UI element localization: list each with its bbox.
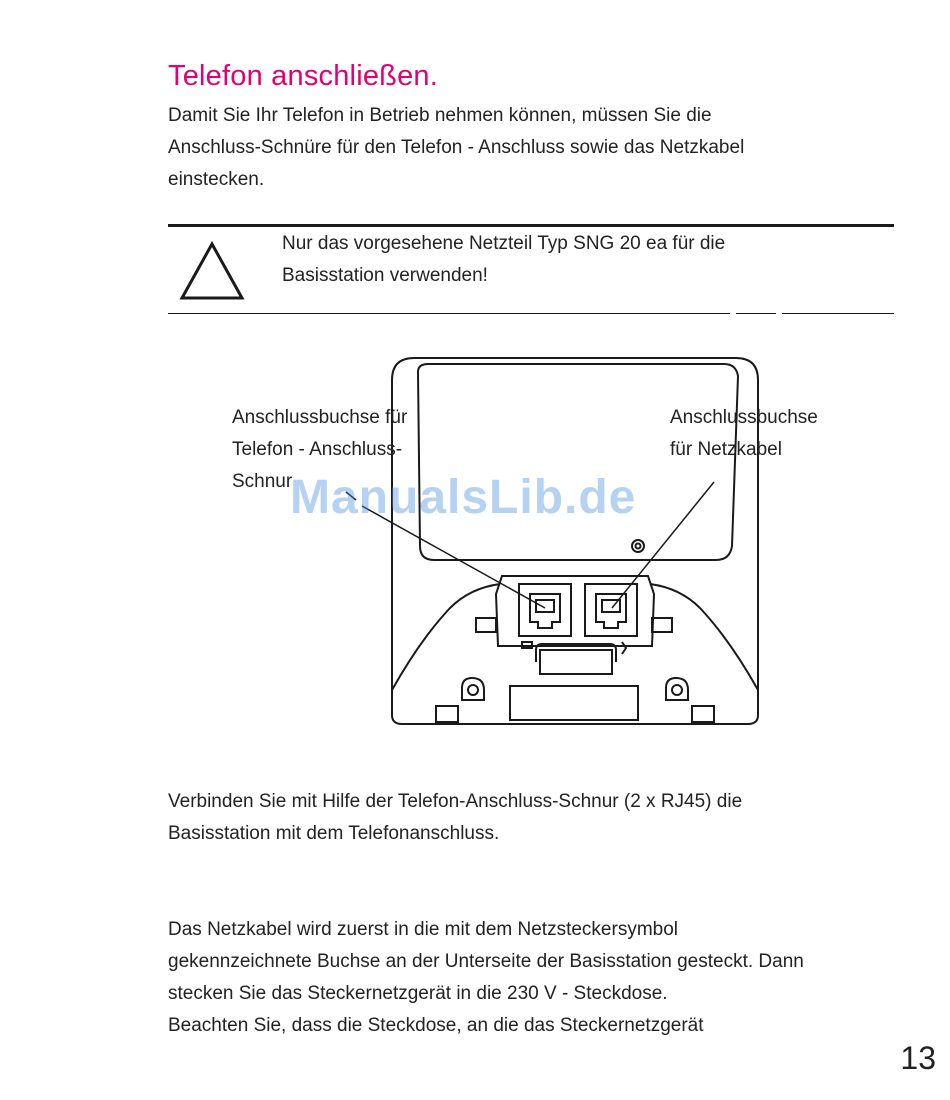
connection-paragraph [168, 786, 888, 850]
socket-label-power-line-2: für Netzkabel [670, 439, 782, 460]
warning-bottom-rule [168, 313, 730, 314]
intro-line-2: Anschluss-Schnüre für den Telefon - Anschluss sowie das Netzkabel [168, 137, 745, 158]
power-line-1: Das Netzkabel wird zuerst in die mit dem Netzsteckersymbol [168, 919, 679, 940]
watermark: ManualsLib.de [290, 471, 637, 524]
power-line-3: stecken Sie das Steckernetzgerät in die 230 V - Steckdose. [168, 983, 668, 1004]
socket-label-phone-line-3: Schnur [232, 471, 293, 492]
page-heading: Telefon anschließen. [168, 60, 438, 92]
power-line-2: gekennzeichnete Buchse an der Unterseite der Basisstation gesteckt. Dann [168, 951, 804, 972]
warning-triangle-icon [178, 240, 246, 302]
power-line-4: Beachten Sie, dass die Steckdose, an die das Steckernetzgerät [168, 1015, 704, 1036]
socket-label-phone-line-1: Anschlussbuchse für [232, 407, 408, 428]
intro-line-1: Damit Sie Ihr Telefon in Betrieb nehmen können, müssen Sie die [168, 105, 712, 126]
socket-label-phone-line-2: Telefon - Anschluss- [232, 439, 403, 460]
socket-label-power-line-1: Anschlussbuchse [670, 407, 818, 428]
warning-line-1: Nur das vorgesehene Netzteil Typ SNG 20 ea für die [282, 233, 726, 254]
warning-bottom-rule-segment [782, 313, 894, 314]
connection-line-2: Basisstation mit dem Telefonanschluss. [168, 823, 500, 844]
warning-top-rule [168, 224, 894, 227]
connection-line-1: Verbinden Sie mit Hilfe der Telefon-Anschluss-Schnur (2 x RJ45) die [168, 791, 743, 812]
warning-line-2: Basisstation verwenden! [282, 265, 488, 286]
socket-label-power [670, 402, 870, 466]
power-paragraph [168, 914, 898, 1042]
page-number: 13 [900, 1040, 936, 1076]
warning-text [282, 228, 882, 292]
intro-line-3: einstecken. [168, 169, 265, 190]
intro-paragraph [168, 100, 888, 196]
warning-bottom-rule-segment [736, 313, 776, 314]
